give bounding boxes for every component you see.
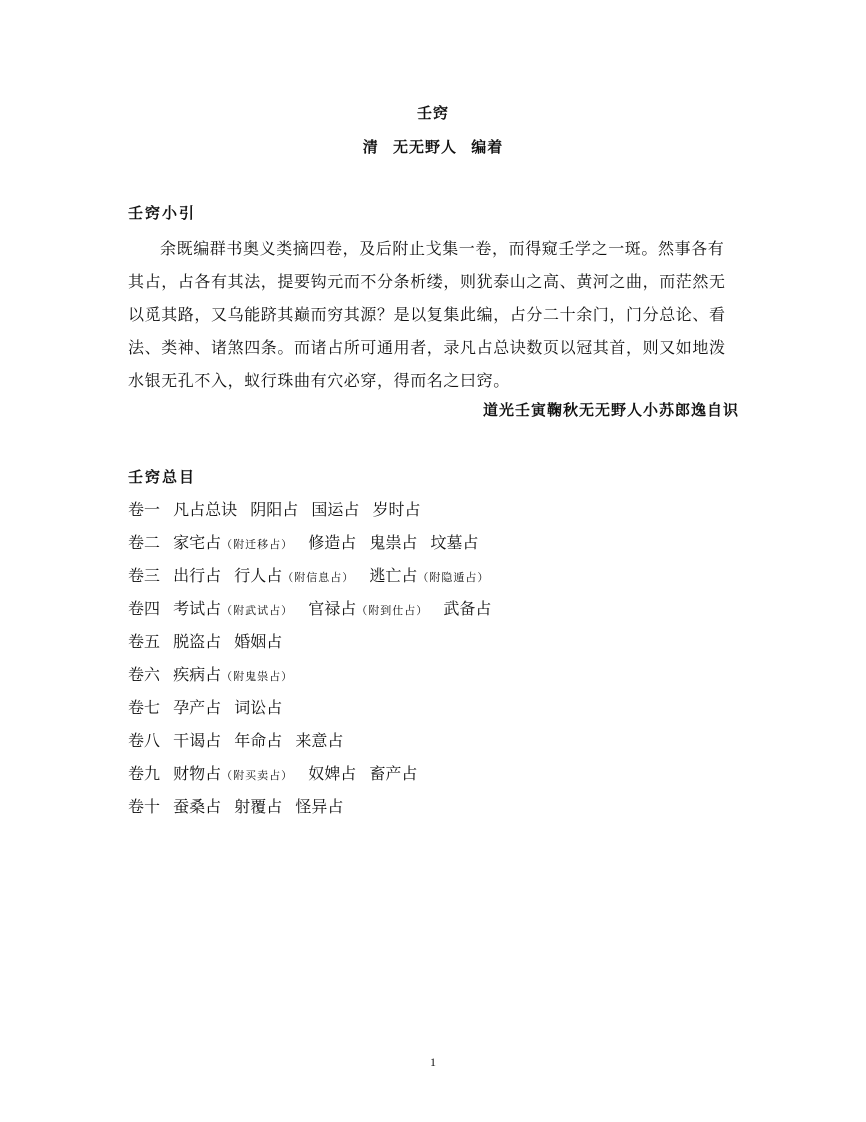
volume-label: 卷五 — [128, 632, 161, 651]
toc-entry-note: （附到仕占） — [356, 604, 429, 617]
preface-body — [128, 232, 740, 397]
toc-row-volume-3 — [128, 563, 499, 596]
preface-line: 其占，占各有其法，提要钩元而不分条析缕，则犹泰山之高、黄河之曲，而茫然无 — [128, 272, 726, 291]
preface-line: 法、类神、诸煞四条。而诸占所可通用者，录凡占总诀数页以冠其首，则又如地泼 — [128, 338, 726, 357]
toc-entry: 考试占 — [173, 599, 222, 618]
toc-row-volume-7 — [128, 695, 499, 728]
toc-entry-note: （附隐遁占） — [417, 571, 490, 584]
document-title: 壬窍 — [416, 104, 449, 122]
toc-row-volume-4 — [128, 596, 499, 629]
volume-label: 卷八 — [128, 731, 161, 750]
toc-entry: 蚕桑占 — [173, 797, 222, 816]
toc-entry: 逃亡占 — [369, 566, 418, 585]
toc-entry: 鬼祟占 — [369, 533, 418, 552]
toc-entry: 官禄占 — [308, 599, 357, 618]
toc-row-volume-6 — [128, 662, 499, 695]
volume-label: 卷二 — [128, 533, 161, 552]
toc-row-volume-9 — [128, 761, 499, 794]
toc-entry: 畜产占 — [369, 764, 418, 783]
preface-signature: 道光壬寅鞠秋无无野人小苏郎逸自识 — [482, 401, 739, 419]
toc-row-volume-2 — [128, 530, 499, 563]
toc-entry: 词讼占 — [234, 698, 283, 717]
preface-line: 以觅其路，又乌能跻其巅而穷其源？是以复集此编，占分二十余门，门分总论、看 — [128, 305, 726, 324]
toc-entry: 年命占 — [234, 731, 283, 750]
toc-entry: 财物占 — [173, 764, 222, 783]
volume-label: 卷六 — [128, 665, 161, 684]
preface-line: 余既编群书奥义类摘四卷，及后附止戈集一卷，而得窥壬学之一斑。然事各有 — [160, 239, 725, 258]
toc-row-volume-1 — [128, 497, 499, 530]
toc-heading: 壬窍总目 — [128, 468, 197, 486]
toc-list — [128, 497, 499, 827]
author-line — [0, 136, 866, 158]
toc-entry: 射覆占 — [234, 797, 283, 816]
toc-entry: 来意占 — [295, 731, 344, 750]
author-name: 无无野人 — [392, 138, 457, 156]
toc-row-volume-8 — [128, 728, 499, 761]
author-role: 编着 — [471, 138, 504, 156]
toc-entry: 阴阳占 — [250, 500, 299, 519]
volume-label: 卷九 — [128, 764, 161, 783]
toc-row-volume-10 — [128, 794, 499, 827]
toc-entry-note: （附迁移占） — [221, 538, 294, 551]
toc-entry: 奴婢占 — [308, 764, 357, 783]
toc-entry: 孕产占 — [173, 698, 222, 717]
toc-entry: 修造占 — [308, 533, 357, 552]
preface-heading: 壬窍小引 — [128, 204, 197, 222]
toc-entry: 疾病占 — [173, 665, 222, 684]
toc-entry: 婚姻占 — [234, 632, 283, 651]
toc-entry: 出行占 — [173, 566, 222, 585]
toc-entry: 武备占 — [443, 599, 492, 618]
author-dynasty: 清 — [362, 138, 379, 156]
toc-row-volume-5 — [128, 629, 499, 662]
toc-entry-note: （附鬼祟占） — [221, 670, 294, 683]
toc-entry: 家宅占 — [173, 533, 222, 552]
toc-entry: 干谒占 — [173, 731, 222, 750]
toc-entry: 凡占总诀 — [173, 500, 238, 519]
volume-label: 卷十 — [128, 797, 161, 816]
toc-entry: 行人占 — [234, 566, 283, 585]
toc-entry: 坟墓占 — [430, 533, 479, 552]
toc-entry: 岁时占 — [372, 500, 421, 519]
volume-label: 卷四 — [128, 599, 161, 618]
toc-entry: 怪异占 — [295, 797, 344, 816]
volume-label: 卷一 — [128, 500, 161, 519]
toc-entry: 国运占 — [311, 500, 360, 519]
toc-entry-note: （附买卖占） — [221, 769, 294, 782]
page-number: 1 — [430, 1055, 436, 1069]
preface-line: 水银无孔不入，蚁行珠曲有穴必穿，得而名之曰窍。 — [128, 371, 510, 390]
volume-label: 卷七 — [128, 698, 161, 717]
toc-entry-note: （附信息占） — [282, 571, 355, 584]
toc-entry-note: （附武试占） — [221, 604, 294, 617]
volume-label: 卷三 — [128, 566, 161, 585]
toc-entry: 脱盗占 — [173, 632, 222, 651]
